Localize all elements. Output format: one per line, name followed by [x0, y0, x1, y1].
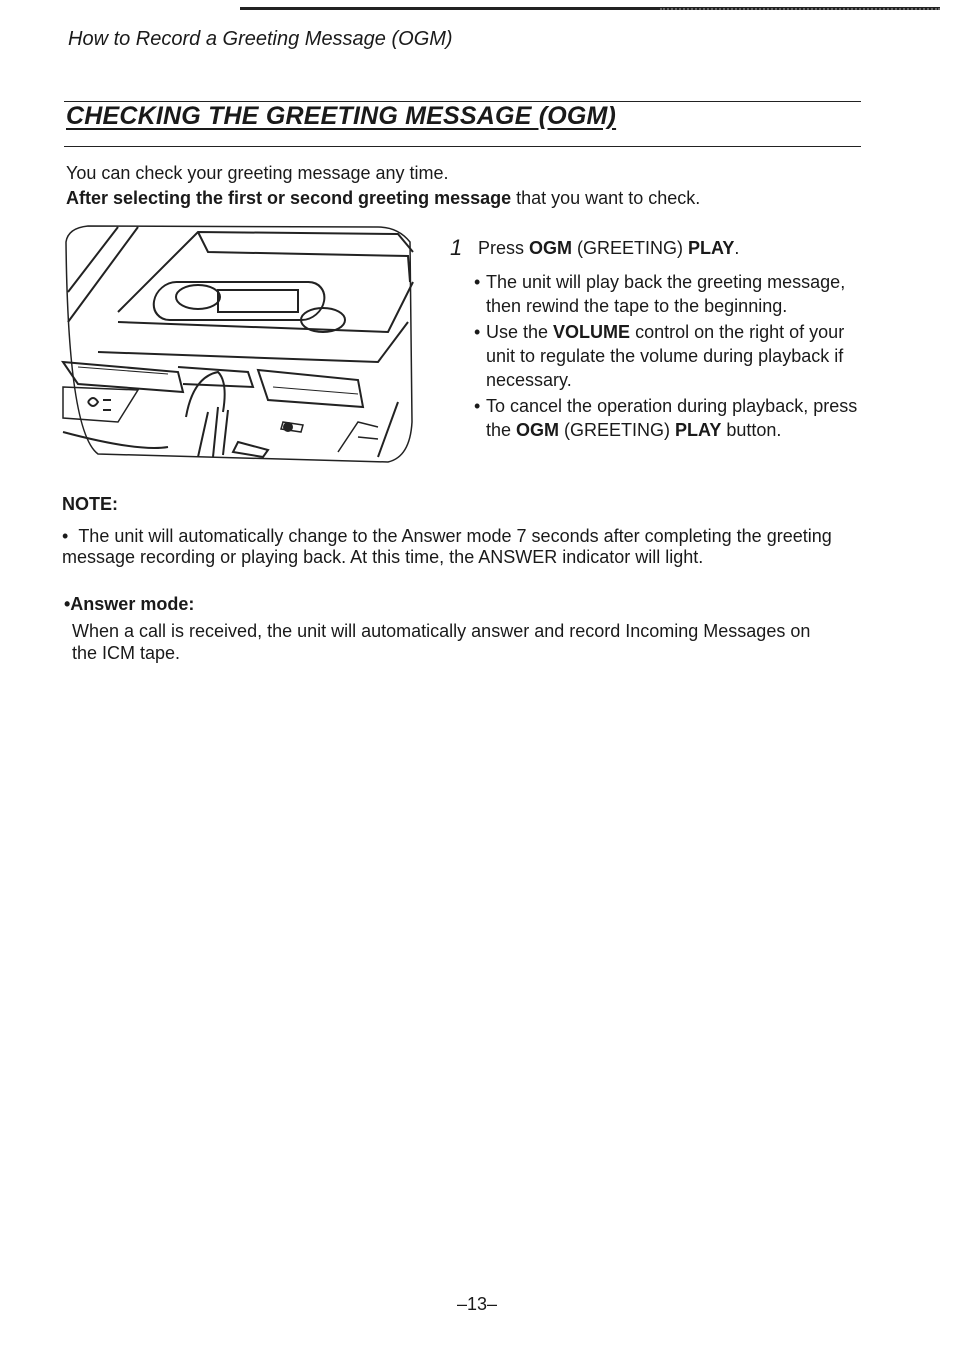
step-number: 1: [450, 235, 463, 260]
intro-text: You can check your greeting message any time.: [66, 163, 449, 183]
step-1-instruction: [450, 236, 870, 260]
bullet-cancel: [474, 394, 870, 442]
answer-mode-text: When a call is received, the unit will automatically answer and record Incoming Messages on the ICM tape.: [72, 621, 811, 663]
top-rule: [240, 7, 940, 10]
step-press: Press: [478, 238, 530, 258]
ogm-key-label: OGM: [529, 238, 573, 258]
answer-mode-heading: •Answer mode:: [64, 594, 195, 614]
bullet-volume-pre: Use the: [486, 322, 554, 342]
intro-instruction-rest: that you want to check.: [511, 188, 701, 208]
running-header: How to Record a Greeting Message (OGM): [68, 28, 453, 50]
bullet-cancel-post: button.: [721, 420, 782, 440]
play-key-label: PLAY: [688, 238, 735, 258]
step-1-bullets: [474, 270, 870, 442]
intro-instruction: [66, 188, 700, 209]
step-period: .: [734, 238, 740, 258]
cancel-ogm-label: OGM: [516, 420, 560, 440]
page-number: –13–: [456, 1294, 498, 1314]
greeting-label: (GREETING): [572, 238, 689, 258]
bullet-volume: [474, 320, 870, 392]
cancel-play-label: PLAY: [675, 420, 722, 440]
step-1: [450, 236, 870, 444]
step-1-text: [478, 236, 739, 260]
note-item-text: The unit will automatically change to the Answer mode 7 seconds after completing the greeting message recording or playing back. At this time, the ANSWER indicator will light.: [62, 526, 832, 567]
title-rule-bottom: [64, 146, 861, 147]
section-title: CHECKING THE GREETING MESSAGE (OGM): [66, 102, 617, 130]
bullet-cancel-pre: To cancel the operation during playback, press the: [486, 396, 858, 440]
note-item-answer-mode-change: • The unit will automatically change to the Answer mode 7 seconds after completing the greeting message recording or playing back. At this time, the ANSWER indicator will light.: [62, 526, 832, 567]
bullet-volume-post: control on the right of your unit to regulate the volume during playback if necessary.: [486, 322, 845, 390]
note-heading: NOTE:: [62, 494, 118, 514]
cancel-greeting-label: (GREETING): [559, 420, 676, 440]
volume-label: VOLUME: [553, 322, 631, 342]
cassette-deck-hand-icon: [58, 222, 418, 467]
bullet-playback: • The unit will play back the greeting message, then rewind the tape to the beginning.: [474, 270, 870, 318]
intro-instruction-bold: After selecting the first or second greeting message: [66, 188, 512, 208]
